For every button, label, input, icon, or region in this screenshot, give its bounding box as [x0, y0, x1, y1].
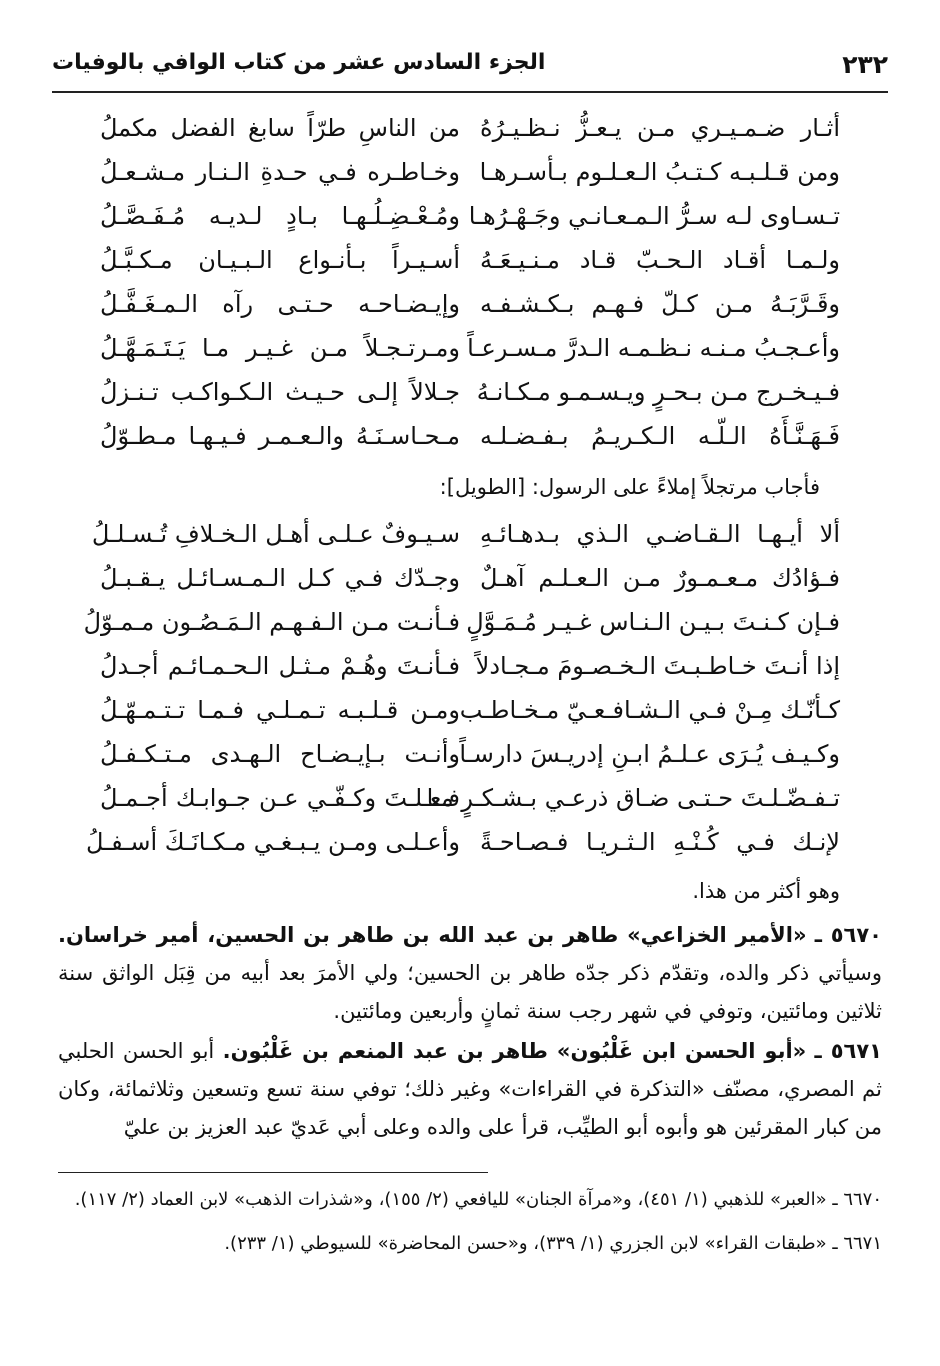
verse — [60, 150, 880, 194]
verse-first-hemistich: تـفـضّـلـتَ حـتـى ضـاق ذرعـي بـشـكـرٍ مـا — [426, 784, 840, 812]
verse-first-hemistich: وقَـرَّبَـهُ مـن كـلّ فـهـم بـكـشـفـه — [480, 290, 840, 318]
verse-first-hemistich: إذا أنـتَ خـاطـبـتَ الـخـصـومَ مـجـادلاً — [475, 652, 840, 680]
verse-second-hemistich: جـلالاً إلـى حـيـث الـكـواكـب تـنـزلُ — [100, 378, 460, 406]
entry-body: وسيأتي ذكر والده، وتقدّم ذكر جدّه طاهر بن الحسين؛ ولي الأمرَ بعد أبيه من قِبَل الواثق سنة ثلاثين ومائتين، وتوفي في شهر رجب سنة ثمانٍ وأربعين ومائتين. — [58, 961, 882, 1023]
entry — [58, 916, 882, 1030]
verse-first-hemistich: لإنـك فـي كُـنْـهِ الـثـريـا فـصـاحـةً — [480, 828, 840, 856]
verse-second-hemistich: وخـاطـره فـي حـدةِ الـنـار مـشـعـلُ — [100, 158, 460, 186]
closing-line: وهو أكثر من هذا. — [692, 879, 840, 903]
verse-first-hemistich: وأعـجـبُ مـنـه نـظـمـه الـدرَّ مـسـرعـاً — [467, 334, 840, 362]
verse-first-hemistich: تـسـاوى لـه سـرُّ الـمـعـانـي وجَـهْـرُهـا — [468, 202, 840, 230]
verse-second-hemistich: سـيـوفٌ عـلـى أهـل الـخـلافِ تُـسـلـلُ — [91, 520, 460, 548]
verse-first-hemistich: كـأنّـك مِـنْ فـي الـشـافـعـيّ مـخـاطـب — [459, 696, 840, 724]
verse-second-hemistich: وإيـضـاحـه حـتـى رآه الـمـغَـفَّـلُ — [100, 290, 460, 318]
verse-second-hemistich: وأنـت بـإيـضـاح الـهـدى مـتـكـفـلُ — [100, 740, 460, 768]
verse-second-hemistich: من الناسِ طرّاً سابغ الفضل مكملُ — [100, 114, 460, 142]
footnotes — [58, 1180, 882, 1268]
verse-second-hemistich: وجـدّك فـي كـل الـمـسـائـل يـقـبـلُ — [100, 564, 460, 592]
entry-number: ٥٦٧١ ـ — [814, 1039, 882, 1063]
verse — [60, 732, 880, 776]
page-header — [52, 44, 888, 92]
verse — [60, 512, 880, 556]
entry-heading: «الأمير الخزاعي» طاهر بن عبد الله بن طاهر بن الحسين، أمير خراسان. — [58, 923, 807, 947]
verse — [60, 370, 880, 414]
verse — [60, 820, 880, 864]
poem-first — [60, 106, 880, 458]
verse-second-hemistich: فـعـلـتَ وكـفّـي عـن جـوابـك أجـمـلُ — [100, 784, 460, 812]
verse-first-hemistich: وكـيـف يُـرَى عـلـمُ ابـنِ إدريـسَ دارسـاً — [459, 740, 840, 768]
biography-entries — [58, 916, 882, 1148]
running-title: الجزء السادس عشر من كتاب الوافي بالوفيات — [52, 50, 546, 75]
verse — [60, 644, 880, 688]
verse — [60, 282, 880, 326]
verse — [60, 600, 880, 644]
verse-second-hemistich: ومـرتـجـلاً مـن غـيـر مـا يَـتَـمَـهَّـلُ — [100, 334, 460, 362]
verse — [60, 194, 880, 238]
verse — [60, 106, 880, 150]
verse-first-hemistich: ألا أيـهـا الـقـاضـي الـذي بـدهـائـهِ — [480, 520, 840, 548]
verse-first-hemistich: فَـهَـنَّـأَهُ الـلّـه الـكـريـمُ بـفـضـلـه — [480, 422, 840, 450]
verse-first-hemistich: ومن قـلـبـه كـتـبُ الـعـلـوم بـأسـرهـا — [479, 158, 840, 186]
verse — [60, 414, 880, 458]
verse-first-hemistich: ولـمـا أقـاد الـحـبّ قـاد مـنـيـعَـهُ — [480, 246, 840, 274]
header-rule — [52, 91, 888, 93]
verse — [60, 776, 880, 820]
verse-second-hemistich: أسـيـراً بـأنـواع الـبـيـان مـكـبَّـلُ — [100, 246, 460, 274]
verse-second-hemistich: وأعـلـى ومـن يـبـغـي مـكـانَـكَ أسـفـلُ — [85, 828, 460, 856]
verse-second-hemistich: مـحـاسـنَـهُ والـعـمـر فـيـهـا مـطـوّلُ — [100, 422, 460, 450]
page-number: ٢٣٢ — [842, 50, 888, 79]
verse-first-hemistich: فـؤادُك مـعـمـورٌ مـن الـعـلـم آهـلٌ — [480, 564, 840, 592]
poem-second — [60, 512, 880, 864]
entry-body: أبو الحسن الحلبي ثم المصري، مصنّف «التذكرة في القراءات» وغير ذلك؛ توفي سنة تسع وتسعين وثلاثمائة، وكان من كبار المقرئين هو وأبوه أبو الطيِّب، قرأ على والده وعلى أبي عَديّ عبد العزيز بن عليّ — [58, 1039, 882, 1139]
verse — [60, 326, 880, 370]
footnote: ٦٦٧٠ ـ «العبر» للذهبي (١/ ٤٥١)، و«مرآة الجنان» لليافعي (٢/ ١٥٥)، و«شذرات الذهب» لابن العماد (٢/ ١١٧). — [74, 1189, 882, 1210]
entry-heading: «أبو الحسن ابن غَلْبُون» طاهر بن عبد المنعم بن غَلْبُون. — [222, 1039, 807, 1063]
verse-second-hemistich: فـأنـتَ وهُـمْ مـثـل الـحـمـائـم أجـدلُ — [100, 652, 460, 680]
poem-intro-line: فأجاب مرتجلاً إملاءً على الرسول: [الطويل]: — [439, 475, 820, 499]
verse — [60, 238, 880, 282]
verse-second-hemistich: فـأنـت مـن الـفـهـم الـمَـصُـون مـمـوّلُ — [83, 608, 460, 636]
verse-first-hemistich: فـيـخـرج مـن بـحـرٍ ويـسـمـو مـكـانـهُ — [476, 378, 840, 406]
verse-second-hemistich: ومـن قـلـبـه تـمـلـي فـمـا تـتـمـهّـلُ — [100, 696, 460, 724]
verse-first-hemistich: فـإن كـنـتَ بـيـن الـنـاس غـيـر مُـمَـوَّلٍ — [466, 608, 840, 636]
footnote-rule — [58, 1172, 488, 1173]
verse-first-hemistich: أثـار ضـمـيـري مـن يـعـزُّ نـظـيـرُهُ — [480, 114, 840, 142]
entry — [58, 1032, 882, 1146]
verse — [60, 556, 880, 600]
verse-second-hemistich: ومُـعْـضِـلُـهـا بـادٍ لـديـه مُـفَـصَّـلُ — [100, 202, 460, 230]
verse — [60, 688, 880, 732]
entry-number: ٥٦٧٠ ـ — [814, 923, 882, 947]
footnote: ٦٦٧١ ـ «طبقات القراء» لابن الجزري (١/ ٣٣٩)، و«حسن المحاضرة» للسيوطي (١/ ٢٣٣). — [224, 1233, 882, 1254]
